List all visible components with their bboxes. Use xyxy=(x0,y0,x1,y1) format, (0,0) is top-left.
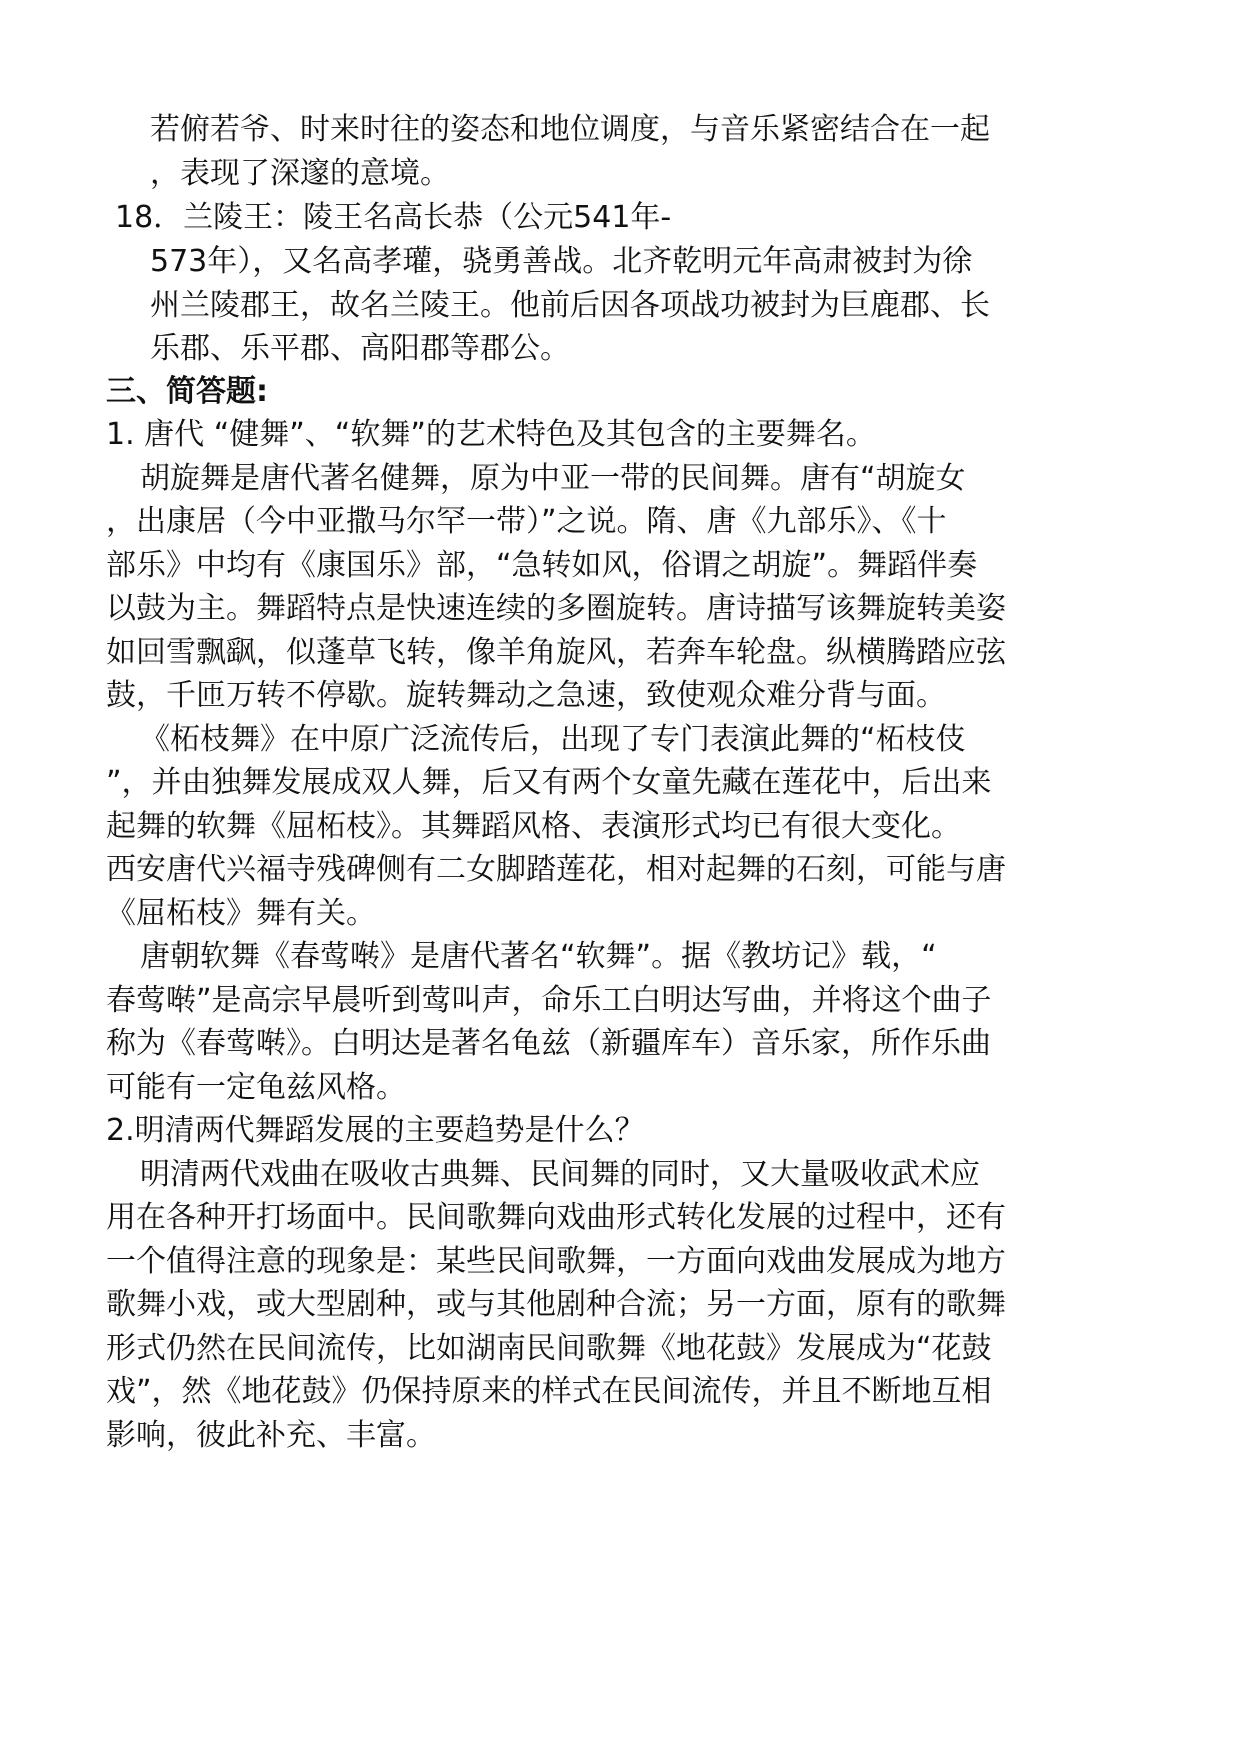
text-line: 明清两代戏曲在吸收古典舞、民间舞的同时，又大量吸收武术应 xyxy=(140,1157,980,1192)
text-line: 乐郡、乐平郡、高阳郡等郡公。 xyxy=(150,331,570,366)
text-line: 573年），又名高孝瓘，骁勇善战。北齐乾明元年高肃被封为徐 xyxy=(150,244,973,279)
text-line: 起舞的软舞《屈柘枝》。其舞蹈风格、表演形式均已有很大变化。 xyxy=(106,809,961,844)
text-line: 州兰陵郡王，故名兰陵王。他前后因各项战功被封为巨鹿郡、长 xyxy=(150,288,990,323)
text-line: 一个值得注意的现象是：某些民间歌舞，一方面向戏曲发展成为地方 xyxy=(106,1244,1006,1279)
text-line: ，表现了深邃的意境。 xyxy=(150,156,450,191)
section-heading: 三、简答题: xyxy=(106,374,268,409)
text-line: 以鼓为主。舞蹈特点是快速连续的多圈旋转。唐诗描写该舞旋转美姿 xyxy=(106,591,1006,626)
text-line: 影响，彼此补充、丰富。 xyxy=(106,1418,436,1453)
text-line: 春莺啭”是高宗早晨听到莺叫声，命乐工白明达写曲，并将这个曲子 xyxy=(106,983,992,1018)
text-line: 部乐》中均有《康国乐》部，“急转如风，俗谓之胡旋”。舞蹈伴奏 xyxy=(106,548,978,583)
text-line: 胡旋舞是唐代著名健舞，原为中亚一带的民间舞。唐有“胡旋女 xyxy=(140,461,966,496)
question-heading: 1. 唐代 “健舞”、“软舞”的艺术特色及其包含的主要舞名。 xyxy=(106,417,876,452)
text-line: 鼓，千匝万转不停歇。旋转舞动之急速，致使观众难分背与面。 xyxy=(106,678,946,713)
text-line: 西安唐代兴福寺残碑侧有二女脚踏莲花，相对起舞的石刻，可能与唐 xyxy=(106,852,1006,887)
text-line: 歌舞小戏，或大型剧种，或与其他剧种合流；另一方面，原有的歌舞 xyxy=(106,1287,1006,1322)
text-line: ，出康居（今中亚撒马尔罕一带）”之说。隋、唐《九部乐》、《十 xyxy=(106,504,947,539)
text-line: 18．兰陵王：陵王名高长恭（公元541年- xyxy=(115,200,672,235)
text-line: 若俯若爷、时来时往的姿态和地位调度，与音乐紧密结合在一起 xyxy=(150,112,990,147)
question-heading: 2.明清两代舞蹈发展的主要趋势是什么？ xyxy=(106,1113,645,1148)
text-line: 戏”，然《地花鼓》仍保持原来的样式在民间流传，并且不断地互相 xyxy=(106,1374,992,1409)
text-line: 可能有一定龟兹风格。 xyxy=(106,1070,406,1105)
text-line: 唐朝软舞《春莺啭》是唐代著名“软舞”。据《教坊记》载，“ xyxy=(140,939,937,974)
text-line: 《屈柘枝》舞有关。 xyxy=(106,896,376,931)
text-line: 形式仍然在民间流传，比如湖南民间歌舞《地花鼓》发展成为“花鼓 xyxy=(106,1331,992,1366)
text-line: 用在各种开打场面中。民间歌舞向戏曲形式转化发展的过程中，还有 xyxy=(106,1200,1006,1235)
text-line: 称为《春莺啭》。白明达是著名龟兹（新疆库车）音乐家，所作乐曲 xyxy=(106,1026,991,1061)
text-line: ”，并由独舞发展成双人舞，后又有两个女童先藏在莲花中，后出来 xyxy=(106,765,992,800)
text-line: 《柘枝舞》在中原广泛流传后，出现了专门表演此舞的“柘枝伎 xyxy=(140,722,966,757)
text-line: 如回雪飘飖，似蓬草飞转，像羊角旋风，若奔车轮盘。纵横腾踏应弦 xyxy=(106,635,1006,670)
